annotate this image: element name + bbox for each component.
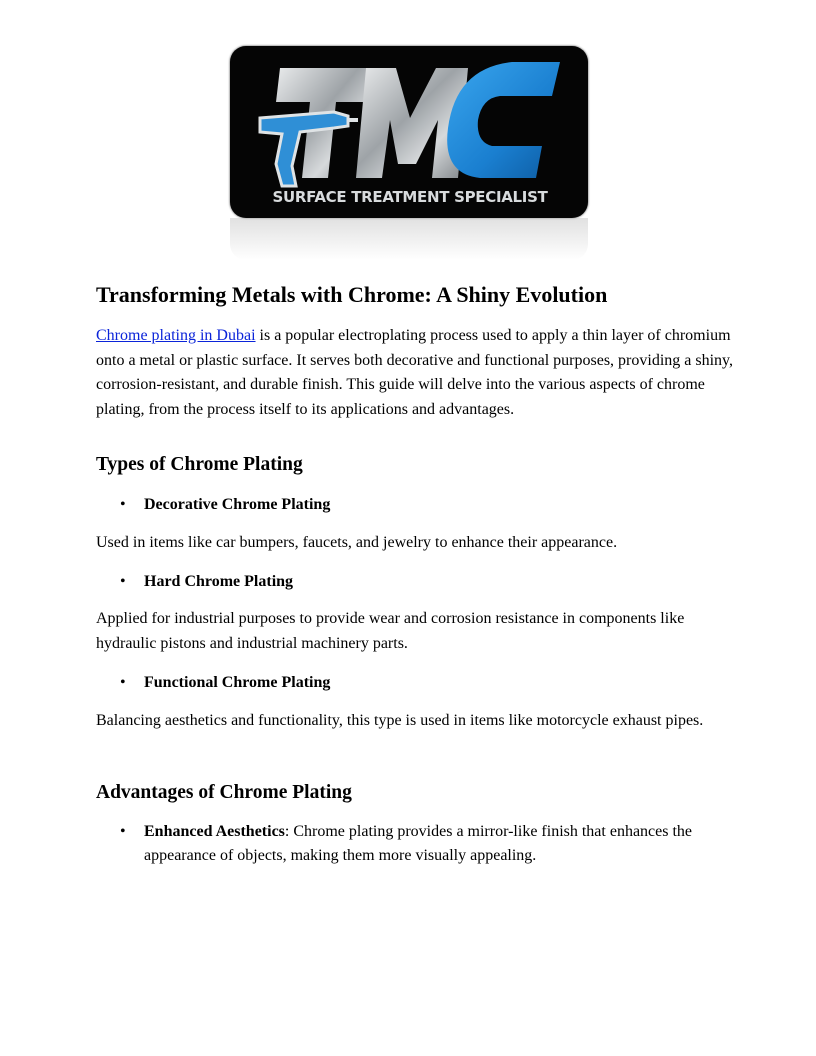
advantages-heading: Advantages of Chrome Plating: [96, 781, 352, 803]
intro-paragraph: [96, 324, 736, 422]
tmc-logo-graphic: [230, 46, 588, 218]
logo-tagline: SURFACE TREATMENT SPECIALIST: [272, 188, 548, 206]
list-item: [96, 820, 736, 869]
type-description: Balancing aesthetics and functionality, this type is used in items like motorcycle exhaust pipes.: [96, 711, 704, 729]
tmc-logo: [230, 46, 588, 218]
bullet-icon: •: [120, 496, 126, 514]
types-heading: Types of Chrome Plating: [96, 454, 303, 476]
bullet-icon: •: [120, 572, 126, 590]
type-description: Used in items like car bumpers, faucets, and jewelry to enhance their appearance.: [96, 533, 618, 551]
advantage-text: : Chrome plating provides a mirror-like finish that enhances the appearance of objects, making them more visually appealing.: [144, 822, 693, 865]
logo-reflection: [230, 218, 588, 260]
page-title: Transforming Metals with Chrome: A Shiny Evolution: [96, 282, 608, 307]
type-label: Decorative Chrome Plating: [144, 496, 331, 514]
advantage-label: Enhanced Aesthetics: [144, 822, 285, 840]
bullet-icon: •: [120, 822, 126, 840]
chrome-plating-dubai-link[interactable]: Chrome plating in Dubai: [96, 327, 256, 344]
list-item: [96, 493, 736, 518]
list-item: [96, 671, 736, 696]
type-label: Functional Chrome Plating: [144, 674, 331, 692]
article: [96, 280, 736, 869]
list-item: [96, 570, 736, 595]
type-description: Applied for industrial purposes to provide wear and corrosion resistance in components like hydraulic pistons and industrial machinery parts.: [96, 610, 685, 652]
bullet-icon: •: [120, 674, 126, 692]
type-label: Hard Chrome Plating: [144, 572, 294, 590]
intro-text: is a popular electroplating process used to apply a thin layer of chromium onto a metal or plastic surface. It serves both decorative and functional purposes, providing a shiny, corrosion-resistant, and durable finish. This guide will delve into the various aspects of chrome plating, from the process itself to its applications and advantages.: [96, 327, 733, 418]
